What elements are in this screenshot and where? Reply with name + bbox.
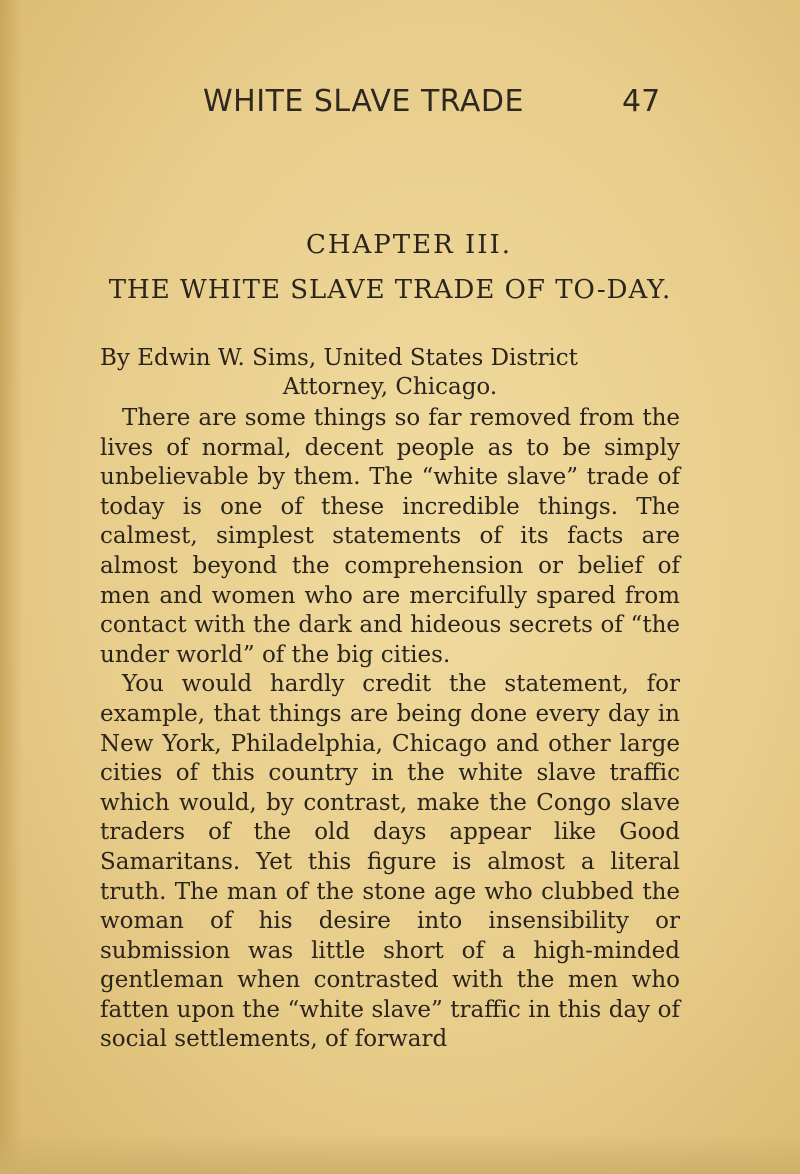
chapter-number-text: CHAPTER III. xyxy=(305,230,513,260)
body-text xyxy=(100,404,680,1055)
chapter-number xyxy=(0,230,800,260)
byline-affiliation: Attorney, Chicago. xyxy=(282,374,498,400)
page-number: 47 xyxy=(622,84,661,119)
running-title: WHITE SLAVE TRADE xyxy=(203,84,524,119)
byline xyxy=(100,344,680,402)
paragraph: You would hardly credit the statement, for example, that things are being done every day in New York, Philadelphia, Chicago and other large cities of this country in the white slave traffic which would, by contrast, make the Congo slave traders of the old days appear like Good Samaritans. Yet this figure is almost a literal truth. The man of the stone age who clubbed the woman of his desire into insensibility or submission was little short of a high-minded gentleman when contrasted with the men who fatten upon the “white slave” traffic in this day of social settlements, of forward xyxy=(100,671,680,1053)
page-bottom-shadow xyxy=(0,1134,800,1174)
running-head xyxy=(0,84,800,124)
page-edge-shadow xyxy=(0,0,22,1174)
chapter-title: THE WHITE SLAVE TRADE OF TO-DAY. xyxy=(108,275,672,305)
paragraph: There are some things so far removed from the lives of normal, decent people as to be simply unbelievable by them. The “white slave” trade of today is one of these incredible things. The calmest, simplest statements of its facts are almost beyond the comprehension or belief of men and women who are mercifully spared from contact with the dark and hideous secrets of “the under world” of the big cities. xyxy=(100,405,680,668)
byline-author: By Edwin W. Sims, United States District xyxy=(100,345,578,371)
